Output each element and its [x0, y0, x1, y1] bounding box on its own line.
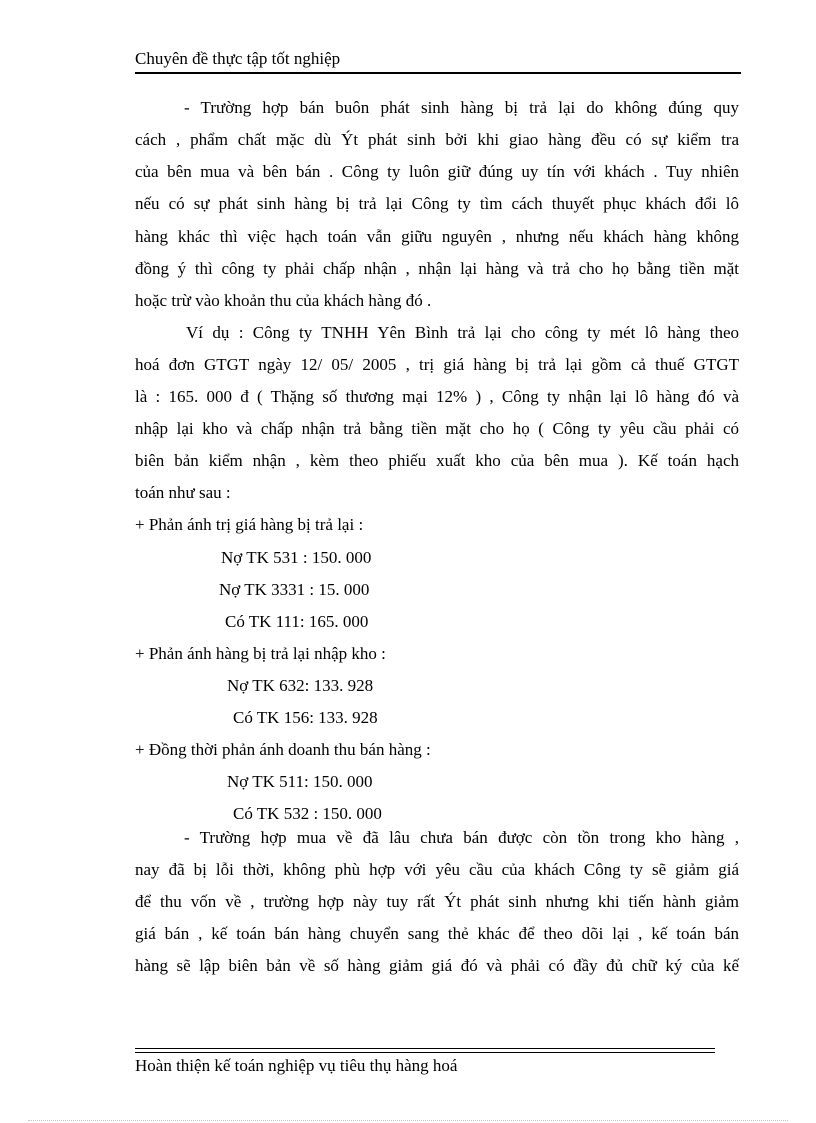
page-header-title: Chuyên đề thực tập tốt nghiệp	[135, 48, 741, 74]
journal-entry: Có TK 156: 133. 928	[233, 708, 378, 727]
paragraph-line: đồng ý thì công ty phải chấp nhận , nhận lại hàng và trả cho họ bằng tiền mặt	[135, 259, 739, 278]
paragraph-line: - Trường hợp bán buôn phát sinh hàng bị trả lại do không đúng quy	[184, 98, 739, 117]
journal-entry: Nợ TK 3331 : 15. 000	[219, 580, 370, 599]
journal-entry: Có TK 111: 165. 000	[225, 612, 369, 631]
entry-heading: + Phản ánh trị giá hàng bị trả lại :	[135, 515, 364, 534]
paragraph-line: toán như sau :	[135, 483, 231, 502]
paragraph-line: để thu vốn về , trường hợp này tuy rất Ýt phát sinh nhưng khi tiến hành giảm	[135, 892, 739, 911]
journal-entry: Nợ TK 531 : 150. 000	[221, 548, 372, 567]
paragraph-line: hoặc trừ vào khoản thu của khách hàng đó .	[135, 291, 432, 310]
paragraph-line: cách , phẩm chất mặc dù Ýt phát sinh bởi khi giao hàng đều có sự kiểm tra	[135, 130, 739, 149]
paragraph-line: - Trường hợp mua về đã lâu chưa bán được còn tồn trong kho hàng ,	[184, 828, 739, 847]
journal-entry: Nợ TK 511: 150. 000	[227, 772, 373, 791]
paragraph-line: giá bán , kế toán bán hàng chuyển sang thẻ khác để theo dõi lại , kế toán bán	[135, 924, 739, 943]
footer-divider	[135, 1048, 715, 1053]
paragraph-line: là : 165. 000 đ ( Thặng số thương mại 12% ) , Công ty nhận lại lô hàng đó và	[135, 387, 739, 406]
paragraph-line: Ví dụ : Công ty TNHH Yên Bình trả lại cho công ty mét lô hàng theo	[186, 323, 739, 342]
journal-entry: Nợ TK 632: 133. 928	[227, 676, 374, 695]
paragraph-line: hoá đơn GTGT ngày 12/ 05/ 2005 , trị giá hàng bị trả lại gồm cả thuế GTGT	[135, 355, 739, 374]
paragraph-line: nay đã bị lỗi thời, không phù hợp với yêu cầu của khách Công ty sẽ giảm giá	[135, 860, 739, 879]
paragraph-line: hàng sẽ lập biên bản về số hàng giảm giá đó và phải có đầy đủ chữ ký của kế	[135, 956, 739, 975]
paragraph-line: nhập lại kho và chấp nhận trả bằng tiền mặt cho họ ( Công ty yêu cầu phải có	[135, 419, 739, 438]
paragraph-line: biên bản kiểm nhận , kèm theo phiếu xuất kho của bên mua ). Kế toán hạch	[135, 451, 739, 470]
entry-heading: + Đồng thời phản ánh doanh thu bán hàng :	[135, 740, 431, 759]
journal-entry: Có TK 532 : 150. 000	[233, 804, 382, 823]
paragraph-line: của bên mua và bên bán . Công ty luôn giữ đúng uy tín với khách . Tuy nhiên	[135, 162, 739, 181]
page-footer-title: Hoàn thiện kế toán nghiệp vụ tiêu thụ hàng hoá	[135, 1056, 458, 1075]
page-edge-divider	[28, 1120, 788, 1121]
paragraph-line: nếu có sự phát sinh hàng bị trả lại Công ty tìm cách thuyết phục khách đổi lô	[135, 194, 739, 213]
paragraph-line: hàng khác thì việc hạch toán vẫn giữu nguyên , nhưng nếu khách hàng không	[135, 227, 739, 246]
entry-heading: + Phản ánh hàng bị trả lại nhập kho :	[135, 644, 386, 663]
